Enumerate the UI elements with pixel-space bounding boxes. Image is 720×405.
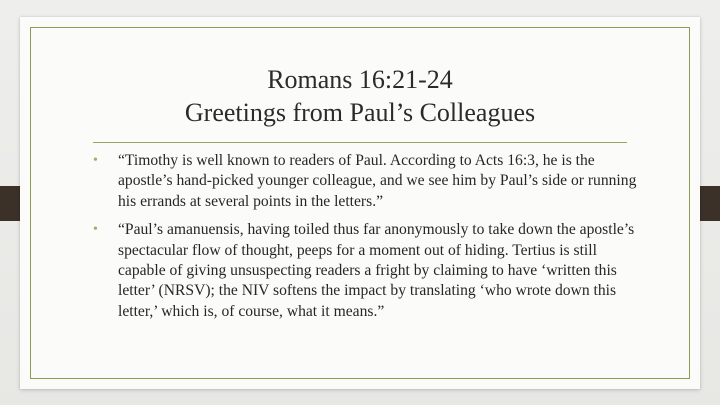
title-divider (93, 142, 627, 143)
slide-title (40, 63, 680, 129)
bullet-item-2 (93, 220, 648, 322)
title-line-1: Romans 16:21-24 (267, 65, 453, 94)
bullet-list (93, 151, 648, 330)
bullet-icon: • (93, 222, 98, 238)
title-line-2: Greetings from Paul’s Colleagues (184, 98, 536, 127)
bullet-icon: • (93, 153, 98, 168)
bullet-item-1 (93, 151, 648, 212)
bullet-text-1: “Timothy is well known to readers of Paul. According to Acts 16:3, he is the apostle’s hand-picked younger colleague, and we see him by Paul’s side or running his errands at several points in the letters.” (118, 152, 637, 210)
bullet-text-2: “Paul’s amanuensis, having toiled thus far anonymously to take down the apostle’s spectacular flow of thought, peeps for a moment out of hiding. Tertius is still capable of giving unsuspecting readers a fright by claiming to have ‘written this letter’ (NRSV); the NIV softens the impact by translating ‘who wrote down this letter,’ which is, of course, what it means.” (118, 221, 635, 320)
slide-card (20, 17, 700, 389)
